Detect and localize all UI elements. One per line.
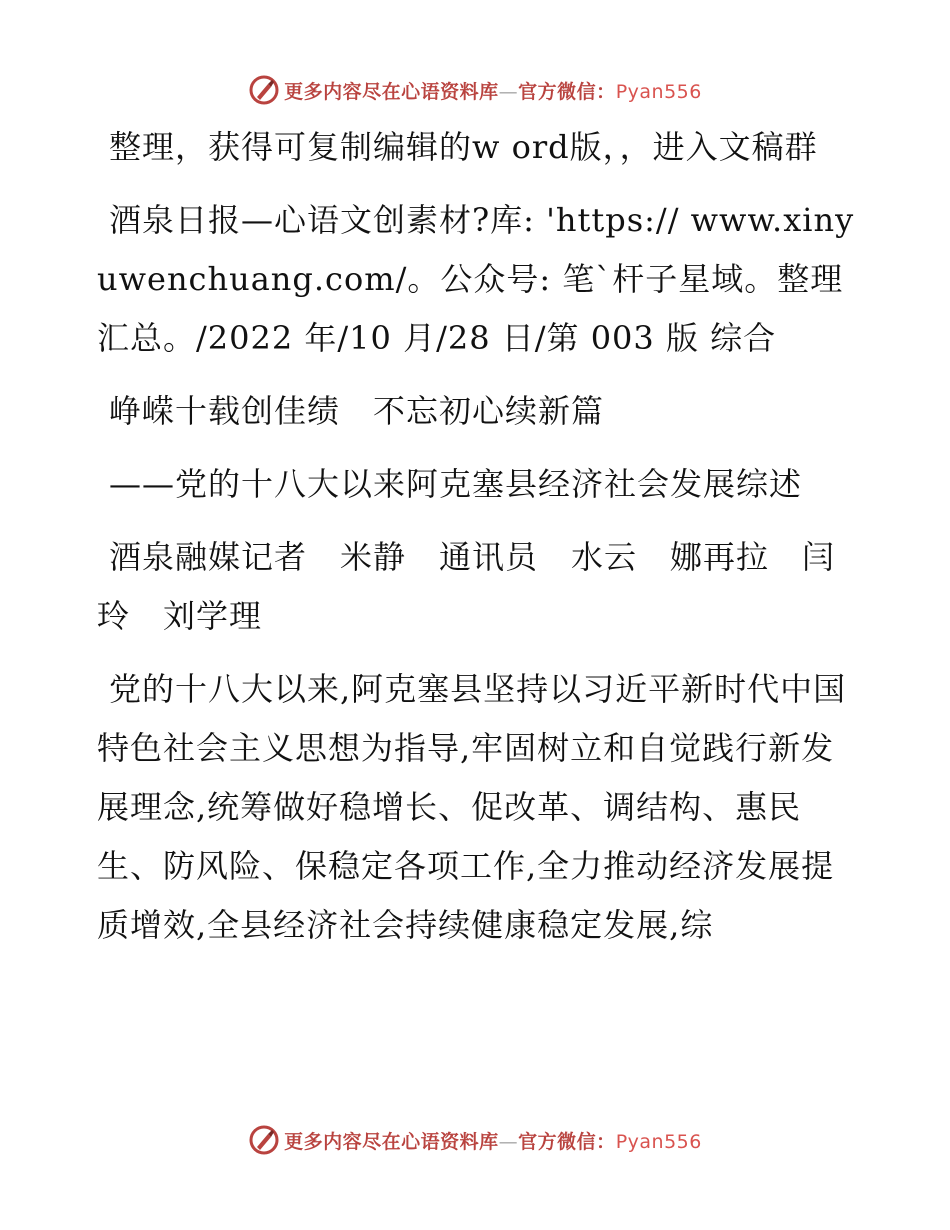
header-banner: [0, 70, 950, 110]
pen-logo-icon: [248, 74, 280, 106]
byline: 酒泉融媒记者 米静 通讯员 水云 娜再拉 闫玲 刘学理: [97, 538, 836, 635]
headline: 峥嵘十载创佳绩 不忘初心续新篇: [109, 392, 605, 430]
footer-banner-text: 更多内容尽在心语资料库—官方微信：Pyan556: [284, 1130, 702, 1153]
body-paragraph: 党的十八大以来,阿克塞县坚持以习近平新时代中国特色社会主义思想为指导,牢固树立和自觉践行新发展理念,统筹做好稳增长、促改革、调结构、惠民生、防风险、保稳定各项工作,全力推动经济发展提质增效,全县经济社会持续健康稳定发展,综: [97, 670, 847, 944]
pen-logo-icon: [248, 1124, 280, 1156]
document-body: [97, 118, 857, 955]
header-banner-text: 更多内容尽在心语资料库—官方微信：Pyan556: [284, 80, 702, 103]
subheadline: ——党的十八大以来阿克塞县经济社会发展综述: [109, 465, 803, 503]
intro-line: 整理，获得可复制编辑的w ord版，，进入文稿群: [109, 128, 818, 166]
source-line: 酒泉日报—心语文创素材?库: 'https:// www.xinyuwenchuang.com/。公众号: 笔`杆子星域。整理汇总。/2022 年/10 月/28 日/第 003 版 综合: [97, 201, 855, 357]
footer-banner: [0, 1120, 950, 1160]
